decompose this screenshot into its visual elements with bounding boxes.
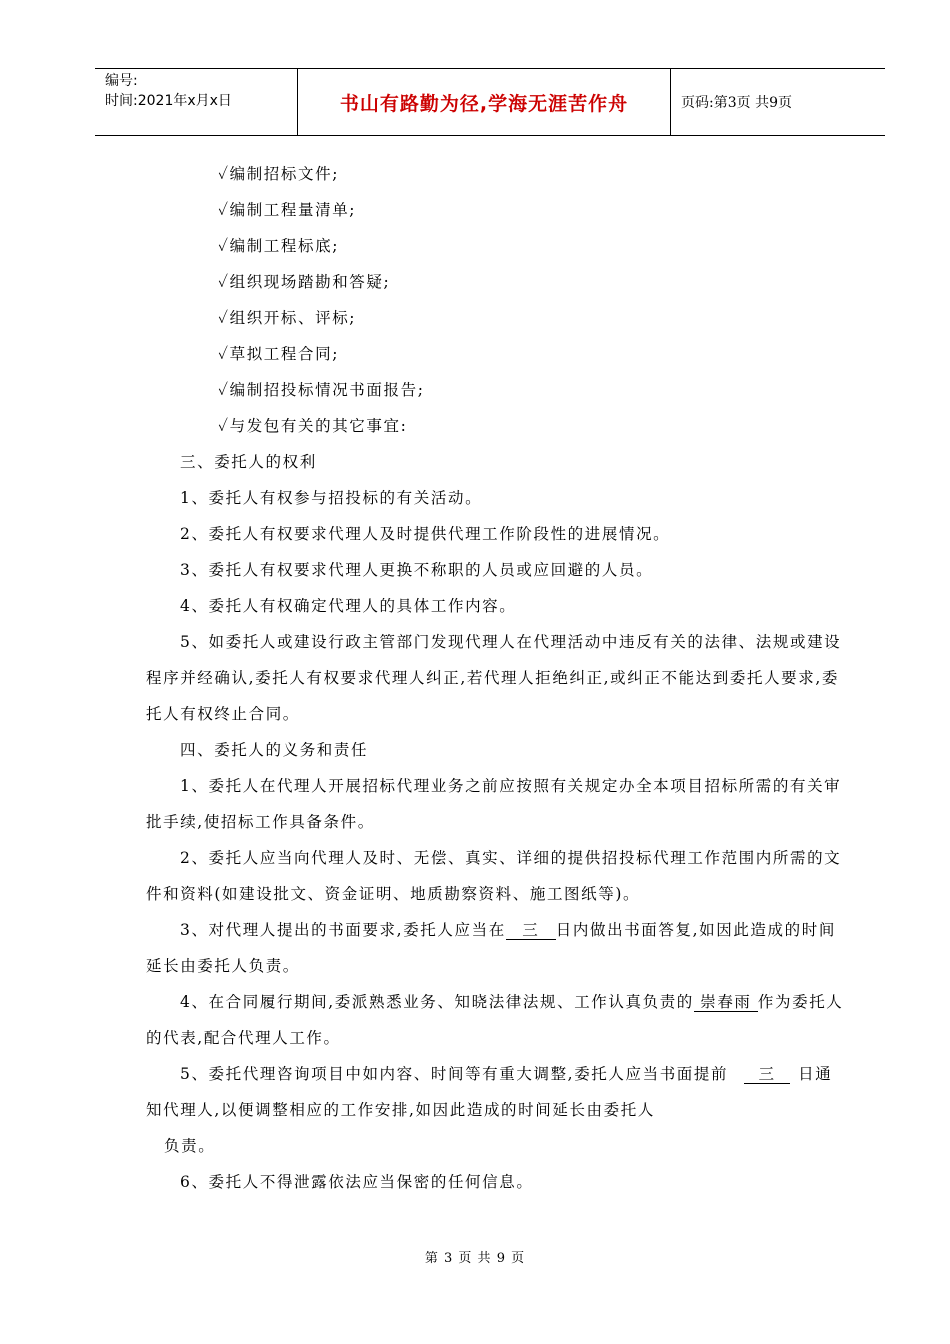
- header-meta: [95, 69, 298, 135]
- text-run: 3、对代理人提出的书面要求,委托人应当在: [180, 921, 506, 939]
- section-heading: 三、委托人的权利: [180, 453, 317, 471]
- paragraph: [146, 984, 846, 1056]
- text-run: 负责。: [164, 1137, 216, 1155]
- page-header: [95, 68, 885, 136]
- paragraph: 5、如委托人或建设行政主管部门发现代理人在代理活动中违反有关的法律、法规或建设程序并经确认,委托人有权要求代理人纠正,若代理人拒绝纠正,或纠正不能达到委托人要求,委托人有权终止合同。: [146, 633, 842, 723]
- code-label: 编号:: [105, 73, 138, 89]
- underlined-name: 崇春雨: [694, 993, 758, 1012]
- page-footer: 第 3 页 共 9 页: [424, 1251, 526, 1266]
- checklist-item: ✓组织开标、评标;: [218, 309, 357, 327]
- header-motto: 书山有路勤为径,学海无涯苦作舟: [298, 69, 671, 135]
- text-run: 作为委托人的代表,配合代理人工作。: [146, 993, 844, 1047]
- checklist-item: ✓编制工程量清单;: [218, 201, 357, 219]
- checklist-item: ✓与发包有关的其它事宜:: [218, 417, 408, 435]
- paragraph: 3、委托人有权要求代理人更换不称职的人员或应回避的人员。: [180, 561, 654, 579]
- checklist-item: ✓编制招投标情况书面报告;: [218, 381, 425, 399]
- paragraph: 2、委托人应当向代理人及时、无偿、真实、详细的提供招投标代理工作范围内所需的文件和资料(如建设批文、资金证明、地质勘察资料、施工图纸等)。: [146, 849, 842, 903]
- header-page-info: 页码:第3页 共9页: [681, 95, 792, 111]
- paragraph: 6、委托人不得泄露依法应当保密的任何信息。: [180, 1173, 534, 1191]
- paragraph: 1、委托人在代理人开展招标代理业务之前应按照有关规定办全本项目招标所需的有关审批手续,使招标工作具备条件。: [146, 777, 842, 831]
- text-run: 4、在合同履行期间,委派熟悉业务、知晓法律法规、工作认真负责的: [180, 993, 694, 1011]
- paragraph: [146, 1056, 846, 1164]
- underlined-blank: 三: [506, 921, 556, 940]
- time-label: 时间:2021年x月x日: [105, 93, 232, 109]
- checklist-item: ✓组织现场踏勘和答疑;: [218, 273, 391, 291]
- paragraph: 4、委托人有权确定代理人的具体工作内容。: [180, 597, 517, 615]
- underlined-blank: 三: [744, 1065, 790, 1084]
- document-body: [146, 156, 846, 1200]
- paragraph: [146, 912, 846, 984]
- paragraph: 2、委托人有权要求代理人及时提供代理工作阶段性的进展情况。: [180, 525, 671, 543]
- text-run: 日通知代理人,以便调整相应的工作安排,如因此造成的时间延长由委托人: [146, 1065, 833, 1119]
- section-heading: 四、委托人的义务和责任: [180, 741, 369, 759]
- checklist-item: ✓草拟工程合同;: [218, 345, 340, 363]
- text-run: 日内做出书面答复,如因此造成的时间延长由委托人负责。: [146, 921, 836, 975]
- checklist-item: ✓编制工程标底;: [218, 237, 340, 255]
- checklist-item: ✓编制招标文件;: [218, 165, 340, 183]
- paragraph: 1、委托人有权参与招投标的有关活动。: [180, 489, 483, 507]
- text-run: 5、委托代理咨询项目中如内容、时间等有重大调整,委托人应当书面提前: [180, 1065, 729, 1083]
